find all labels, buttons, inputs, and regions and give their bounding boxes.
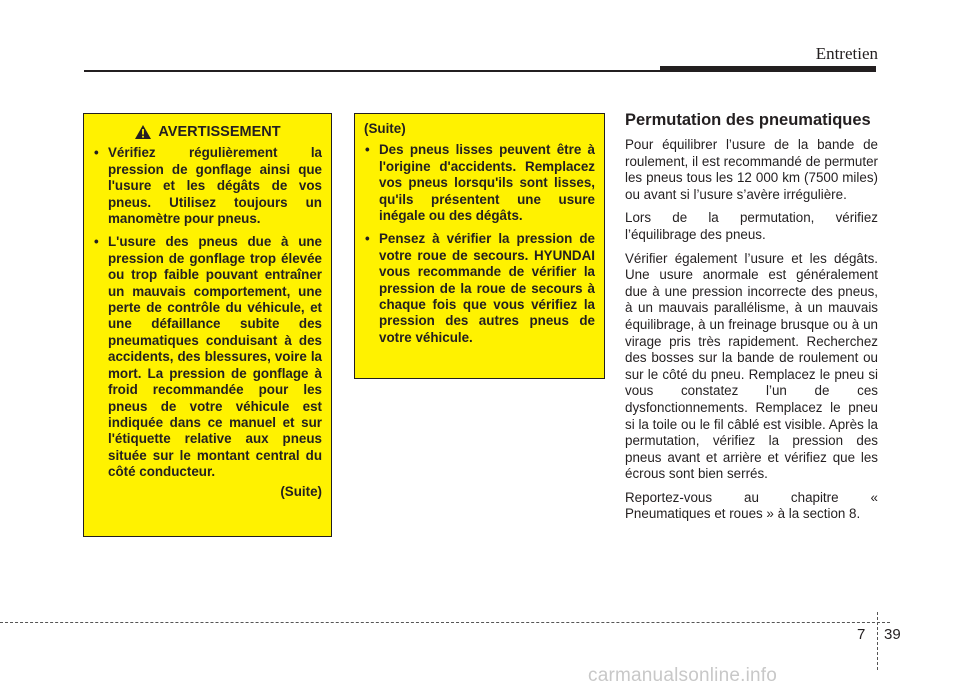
rotation-paragraph: Lors de la permutation, vérifiez l’équilibrage des pneus. <box>625 210 878 242</box>
rotation-paragraph: Vérifier également l’usure et les dégâts. Une usure anormale est généralement due à une pression incorrecte des pneus, à un mauvais parallélisme, à un mauvais équilibrage, à un freinage brusque ou à un virage pris très rapidement. Recherchez des bosses sur la bande de roulement ou sur le côté du pneu. Remplacez le pneu si vous constatez l’un de ces dysfonctionnements. Remplacez le pneu si la toile ou le fil câblé est visible. Après la permutation, vérifiez la pression des pneus avant et arrière et vérifiez que les écrous sont bien serrés. <box>625 250 878 482</box>
continued-list <box>364 142 595 346</box>
warning-item: • Vérifiez régulièrement la pression de gonflage ainsi que l'usure et les dégâts de vos pneus. Utilisez toujours un manomètre pour pneus. <box>93 145 322 227</box>
footer-divider <box>877 612 878 670</box>
warning-continued: (Suite) <box>280 483 322 499</box>
rotation-title: Permutation des pneumatiques <box>625 111 871 129</box>
page-number: 39 <box>884 626 901 643</box>
continued-heading: (Suite) <box>364 121 406 136</box>
warning-list <box>93 145 322 480</box>
section-title: Entretien <box>815 44 878 63</box>
warning-heading-text: AVERTISSEMENT <box>158 124 281 140</box>
header-rule <box>84 70 662 72</box>
chapter-number: 7 <box>857 626 866 643</box>
warning-item: • Des pneus lisses peuvent être à l'origine d'accidents. Remplacez vos pneus lorsqu'ils sont lisses, qu'ils présentent une usure inégale ou des dégâts. <box>364 142 595 224</box>
warning-triangle-icon <box>134 124 152 140</box>
watermark: carmanualsonline.info <box>588 665 778 686</box>
warning-item: • Pensez à vérifier la pression de votre roue de secours. HYUNDAI vous recommande de vérifier la pression de la roue de secours à chaque fois que vous vérifiez la pression des autres pneus de votre véhicule. <box>364 231 595 346</box>
rotation-paragraph: Reportez-vous au chapitre « Pneumatiques et roues » à la section 8. <box>625 489 878 522</box>
footer-rule <box>0 622 890 623</box>
continued-warning-box <box>354 113 605 379</box>
header-bar <box>660 66 876 72</box>
rotation-section <box>625 111 878 530</box>
warning-heading <box>93 124 322 140</box>
warning-box <box>83 113 332 537</box>
warning-item: • L'usure des pneus due à une pression de gonflage trop élevée ou trop faible pouvant entraîner un mauvais comportement, une perte de contrôle du véhicule, et une défaillance subite des pneumatiques conduisant à des accidents, des blessures, voire la mort. La pression de gonflage à froid recommandée pour les pneus de votre véhicule est indiquée dans ce manuel et sur l'étiquette relative aux pneus située sur le montant central du côté conducteur. <box>93 234 322 480</box>
rotation-paragraph: Pour équilibrer l’usure de la bande de roulement, il est recommandé de permuter les pneus tous les 12 000 km (7500 miles) ou avant si l’usure s’avère irrégulière. <box>625 137 878 202</box>
